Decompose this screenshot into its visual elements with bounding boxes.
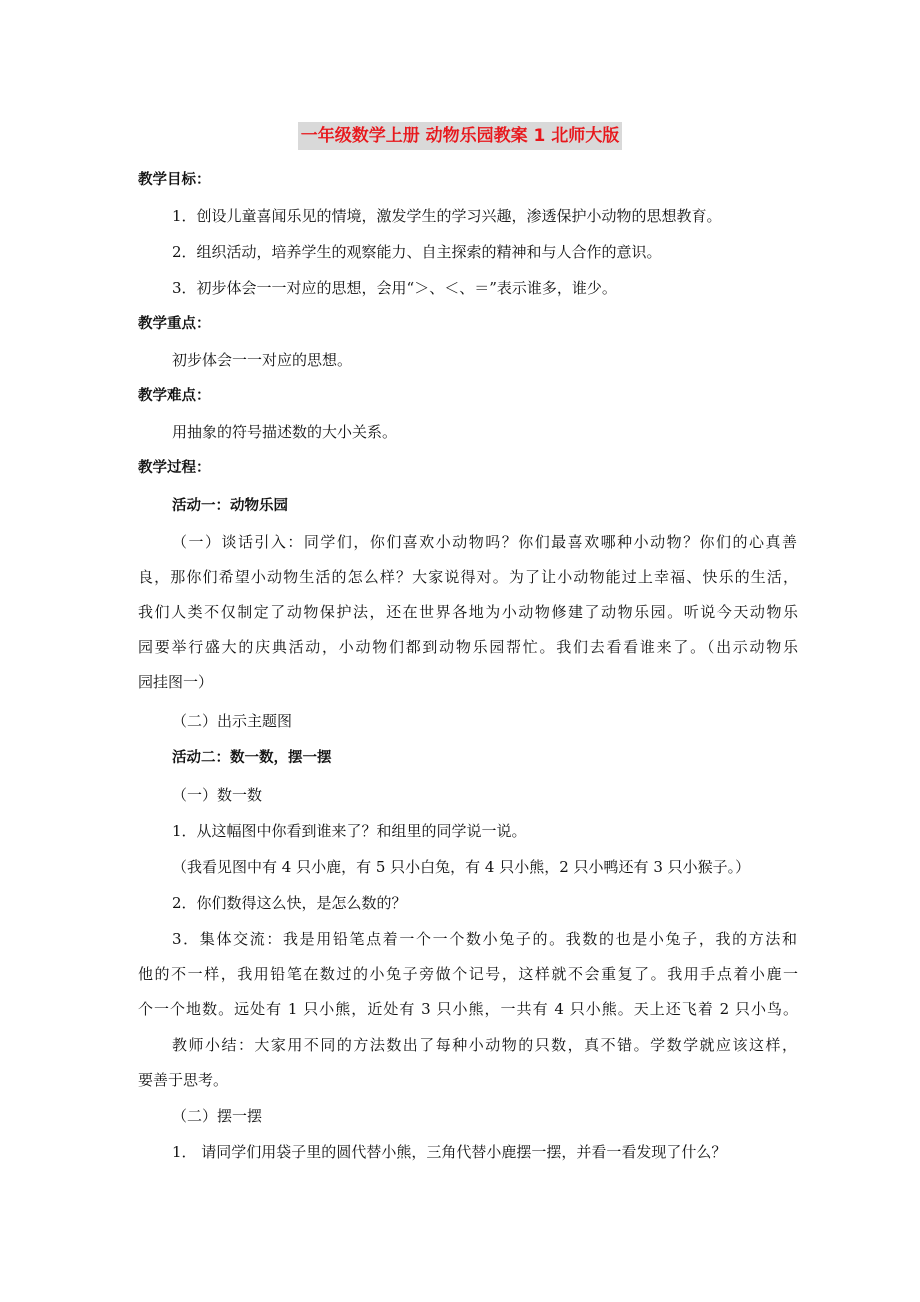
arrange-heading: （二）摆一摆 xyxy=(172,1107,263,1125)
intro-line: 园挂图一） xyxy=(138,673,214,691)
question-1: 1．从这幅图中你看到谁来了？和组里的同学说一说。 xyxy=(172,822,527,840)
difficulty-text: 用抽象的符号描述数的大小关系。 xyxy=(172,423,398,441)
question-3-line: 3．集体交流：我是用铅笔点着一个一个数小兔子的。我数的也是小兔子，我的方法和 xyxy=(172,930,797,948)
question-3-line: 他的不一样，我用铅笔在数过的小兔子旁做个记号，这样就不会重复了。我用手点着小鹿一 xyxy=(138,965,798,983)
title-block xyxy=(0,122,920,150)
objective-item: 1．创设儿童喜闻乐见的情境，激发学生的学习兴趣，渗透保护小动物的思想教育。 xyxy=(172,207,722,225)
intro-line: 良，那你们希望小动物生活的怎么样？大家说得对。为了让小动物能过上幸福、快乐的生活， xyxy=(138,568,798,586)
summary-line: 要善于思考。 xyxy=(138,1071,229,1089)
process-heading: 教学过程： xyxy=(138,460,211,476)
show-picture-step: （二）出示主题图 xyxy=(172,712,293,730)
intro-line: （一）谈话引入：同学们，你们喜欢小动物吗？你们最喜欢哪种小动物？你们的心真善 xyxy=(172,533,797,551)
objective-item: 3．初步体会一一对应的思想，会用“＞、＜、＝”表示谁多，谁少。 xyxy=(172,279,617,297)
objectives-heading: 教学目标： xyxy=(138,172,211,188)
key-point-heading: 教学重点： xyxy=(138,316,211,332)
intro-line: 我们人类不仅制定了动物保护法，还在世界各地为小动物修建了动物乐园。听说今天动物乐 xyxy=(138,603,798,621)
arrange-step-1: 1． 请同学们用袋子里的圆代替小熊，三角代替小鹿摆一摆，并看一看发现了什么？ xyxy=(172,1143,727,1161)
difficulty-heading: 教学难点： xyxy=(138,388,211,404)
summary-line: 教师小结：大家用不同的方法数出了每种小动物的只数，真不错。学数学就应该这样， xyxy=(172,1036,797,1054)
intro-line: 园要举行盛大的庆典活动，小动物们都到动物乐园帮忙。我们去看看谁来了。（出示动物乐 xyxy=(138,638,798,656)
activity2-heading: 活动二：数一数，摆一摆 xyxy=(172,750,332,766)
count-heading: （一）数一数 xyxy=(172,786,263,804)
question-3-line: 个一个地数。远处有 1 只小熊，近处有 3 只小熊，一共有 4 只小熊。天上还飞着 2 只小鸟。 xyxy=(138,1000,798,1018)
answer-1: （我看见图中有 4 只小鹿，有 5 只小白兔，有 4 只小熊，2 只小鸭还有 3 只小猴子。） xyxy=(172,858,751,876)
question-2: 2．你们数得这么快，是怎么数的？ xyxy=(172,894,407,912)
key-point-text: 初步体会一一对应的思想。 xyxy=(172,351,353,369)
objective-item: 2．组织活动，培养学生的观察能力、自主探索的精神和与人合作的意识。 xyxy=(172,243,662,261)
activity1-heading: 活动一：动物乐园 xyxy=(172,498,288,514)
document-title: 一年级数学上册 动物乐园教案 1 北师大版 xyxy=(298,122,623,150)
